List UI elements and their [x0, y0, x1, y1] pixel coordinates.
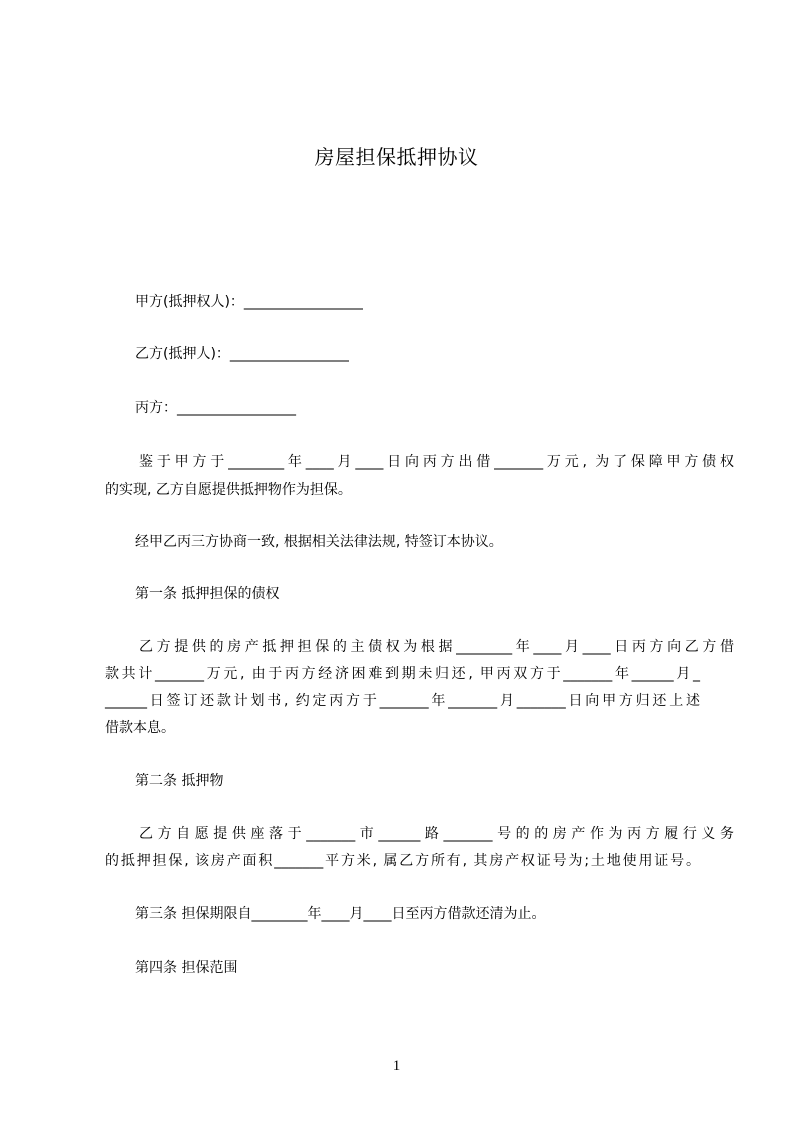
article-2-line-2: 的抵押担保, 该房产面积_______平方米, 属乙方所有, 其房产权证号为;土地使用证号。	[105, 853, 700, 869]
article-1-line-1: 乙方提供的房产抵押担保的主债权为根据________年____月____日丙方向乙方借	[139, 639, 734, 655]
page-number: 1	[392, 1058, 401, 1074]
article-3-text: 第三条 担保期限自________年____月____日至丙方借款还清为止。	[135, 906, 546, 922]
intro-line-1: 鉴于甲方于________年____月____日向丙方出借_______万元, 为了保障甲方债权	[139, 454, 734, 470]
party-a-line: 甲方(抵押权人)：_________________	[135, 294, 363, 310]
party-b-line: 乙方(抵押人)：_________________	[135, 346, 349, 362]
document-title: 房屋担保抵押协议	[314, 145, 479, 169]
article-1-heading: 第一条 抵押担保的债权	[135, 586, 280, 602]
article-1-line-4: 借款本息。	[105, 720, 175, 736]
article-1-line-3: ______日签订还款计划书, 约定丙方于_______年_______月_______日向甲方归还上述	[105, 693, 700, 709]
article-1-line-2: 款共计_______万元, 由于丙方经济困难到期未归还, 甲丙双方于_______年______月_	[105, 666, 700, 682]
article-2-heading: 第二条 抵押物	[135, 773, 224, 789]
article-4-heading: 第四条 担保范围	[135, 960, 238, 976]
agreement-statement: 经甲乙丙三方协商一致, 根据相关法律法规, 特签订本协议。	[135, 534, 503, 550]
article-2-line-1: 乙方自愿提供座落于_______市______路_______号的的房产作为丙方履行义务	[139, 826, 734, 842]
intro-line-2: 的实现, 乙方自愿提供抵押物作为担保。	[105, 482, 352, 498]
party-c-line: 丙方：_________________	[135, 400, 296, 416]
